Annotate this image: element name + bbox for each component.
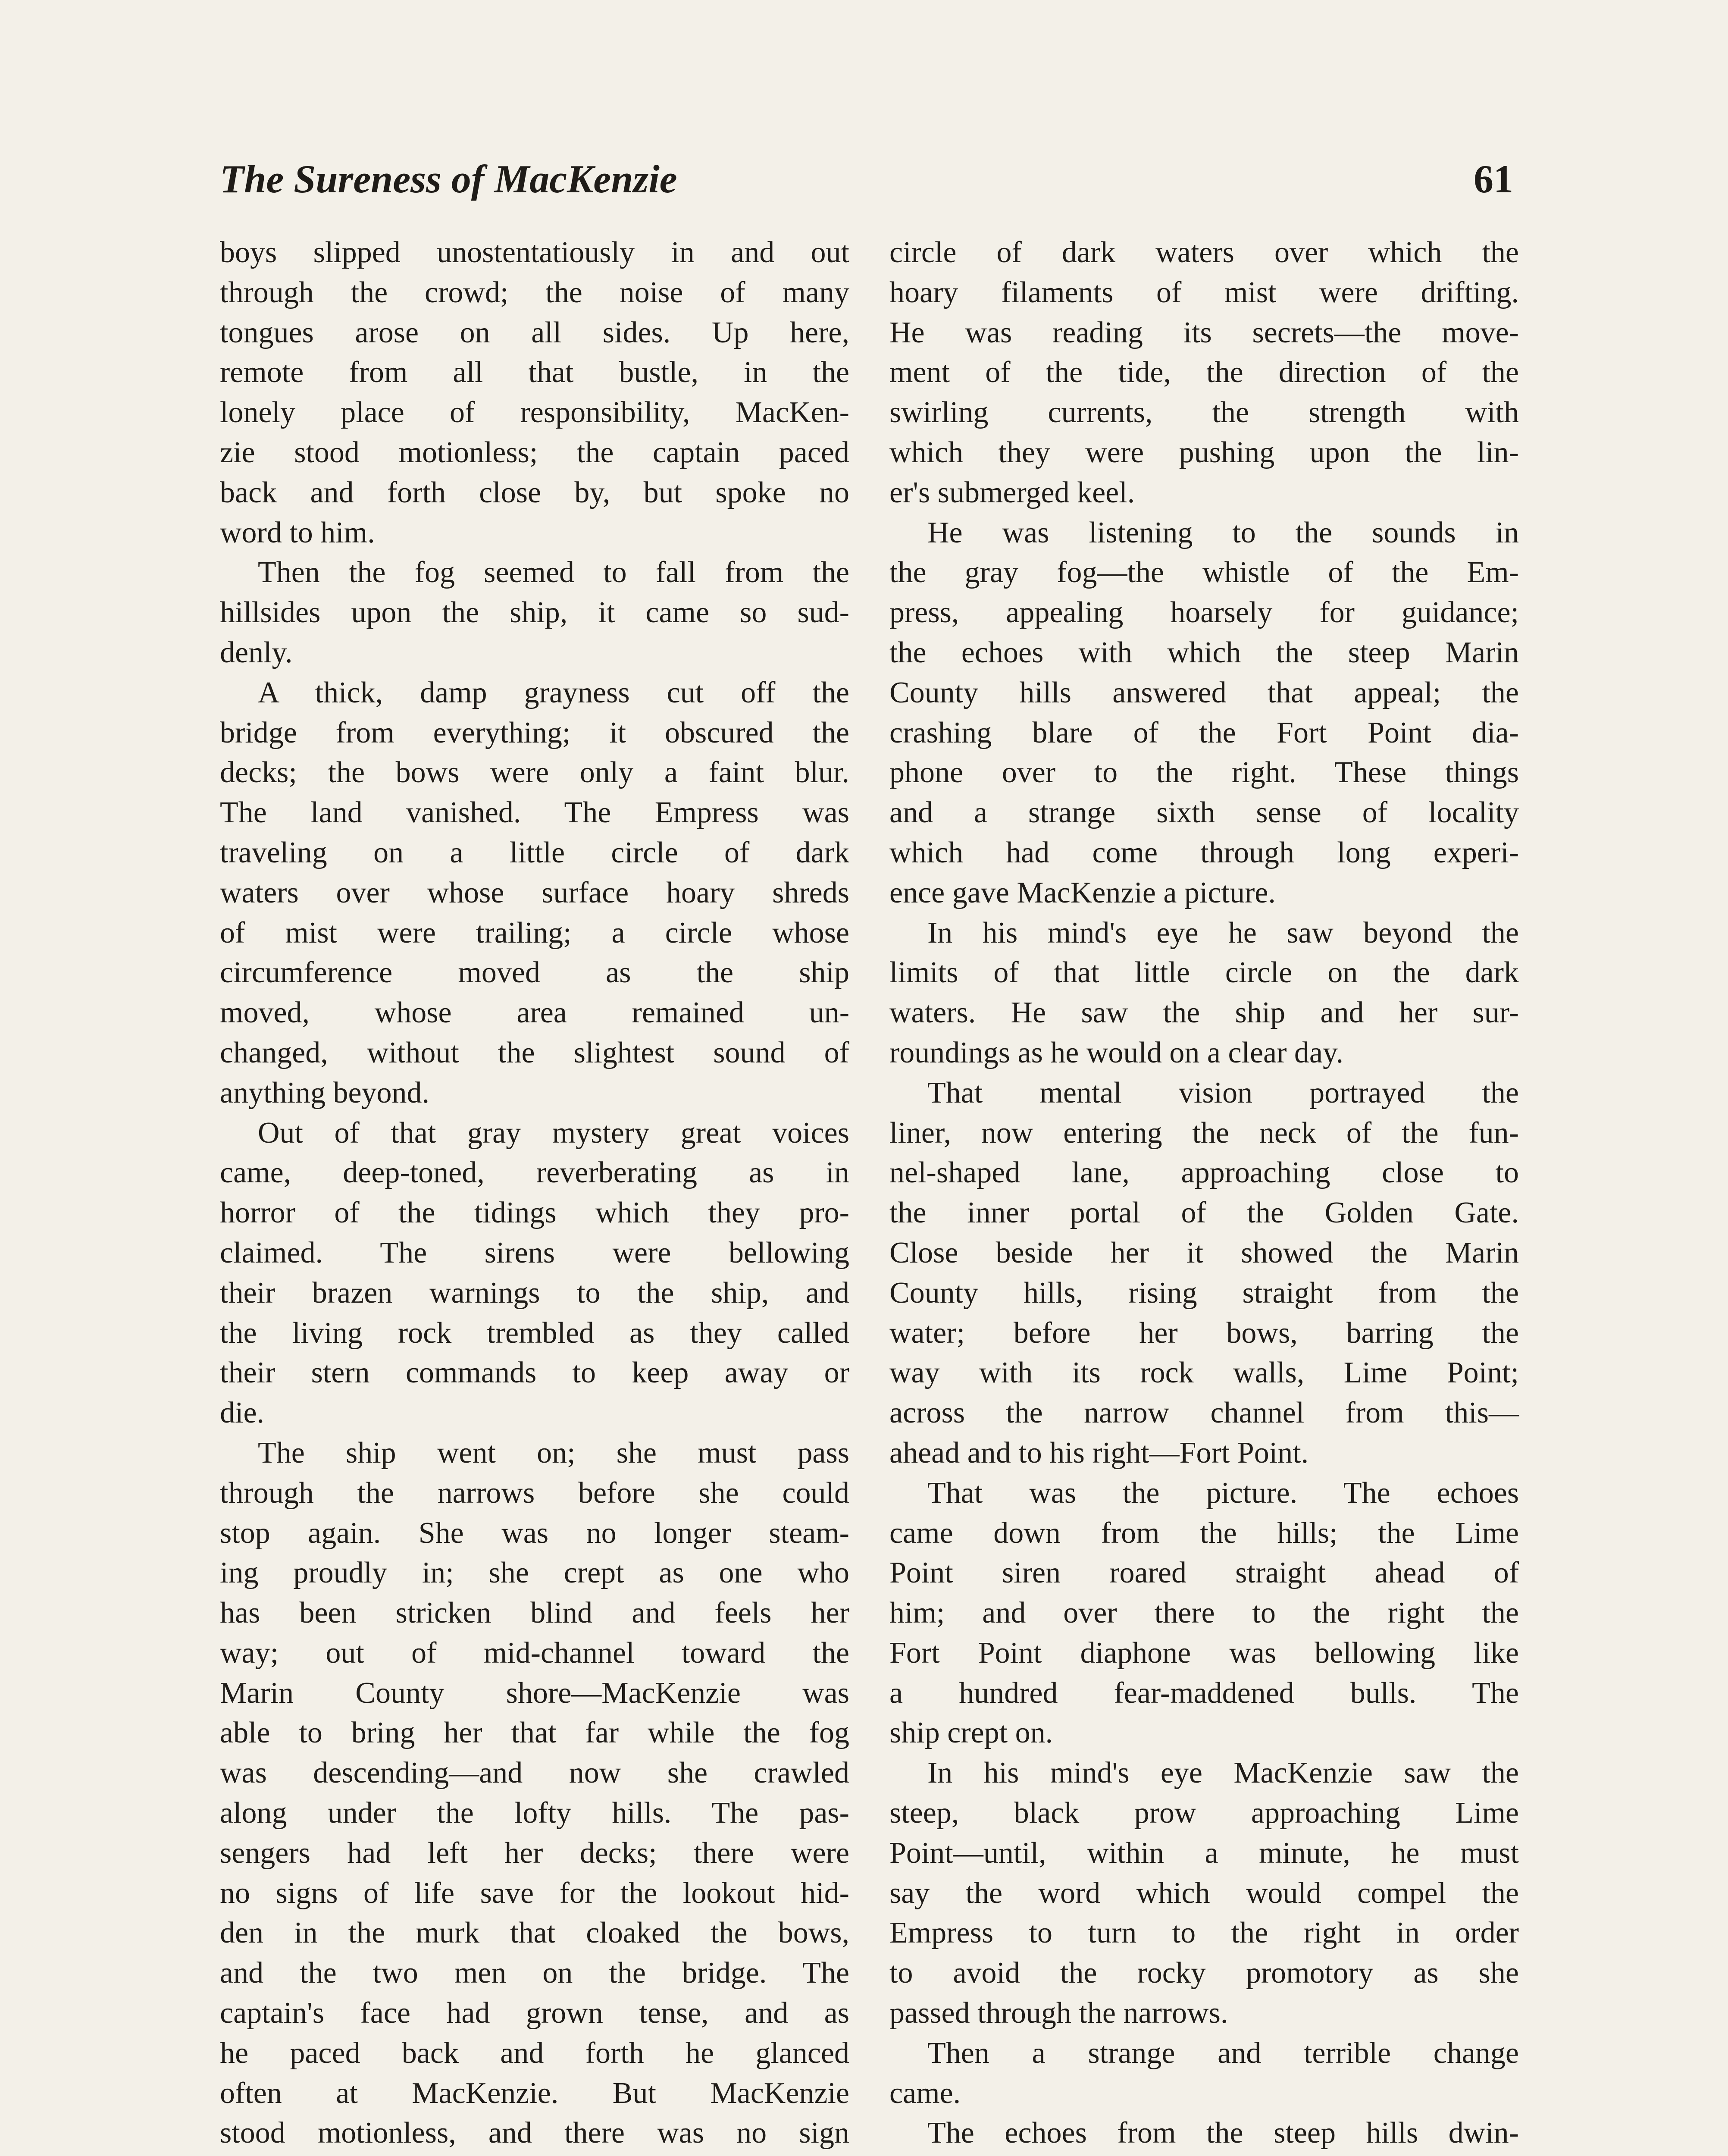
text-line: often at MacKenzie. But MacKenzie	[220, 2076, 849, 2110]
running-title: The Sureness of MacKenzie	[220, 157, 677, 201]
text-line: He was reading its secrets—the move-	[889, 316, 1519, 349]
text-line: remote from all that bustle, in the	[220, 356, 849, 389]
text-line: den in the murk that cloaked the bows,	[220, 1916, 849, 1950]
text-line: stop again. She was no longer steam-	[220, 1516, 849, 1550]
text-line: steep, black prow approaching Lime	[889, 1796, 1519, 1830]
text-line: back and forth close by, but spoke no	[220, 476, 849, 509]
text-line: horror of the tidings which they pro-	[220, 1196, 849, 1230]
text-line: die.	[220, 1396, 265, 1430]
text-line	[220, 2153, 849, 2156]
text-line: came down from the hills; the Lime	[889, 1516, 1519, 1550]
text-line: In his mind's eye MacKenzie saw the	[927, 1756, 1519, 1790]
text-line: came, deep-toned, reverberating as in	[220, 1156, 849, 1190]
text-line: nel-shaped lane, approaching close to	[889, 1156, 1519, 1190]
text-line: The land vanished. The Empress was	[220, 796, 849, 830]
text-line: decks; the bows were only a faint blur.	[220, 756, 849, 790]
text-line: the inner portal of the Golden Gate.	[889, 1196, 1519, 1230]
text-line: was descending—and now she crawled	[220, 1756, 849, 1790]
text-line: came.	[889, 2076, 961, 2110]
text-line: limits of that little circle on the dark	[889, 956, 1519, 990]
text-line: zie stood motionless; the captain paced	[220, 436, 849, 469]
text-line: along under the lofty hills. The pas-	[220, 1796, 849, 1830]
text-line: crashing blare of the Fort Point dia-	[889, 716, 1519, 749]
text-line: swirling currents, the strength with	[889, 396, 1519, 429]
text-line: bridge from everything; it obscured the	[220, 716, 849, 749]
text-line: County hills answered that appeal; the	[889, 676, 1519, 709]
text-line: of mist were trailing; a circle whose	[220, 916, 849, 950]
text-line: way; out of mid-channel toward the	[220, 1636, 849, 1670]
text-line: moved, whose area remained un-	[220, 996, 849, 1030]
text-line: boys slipped unostentatiously in and out	[220, 236, 849, 269]
text-line: waters. He saw the ship and her sur-	[889, 996, 1519, 1030]
text-line: That was the picture. The echoes	[927, 1476, 1519, 1510]
text-line: A thick, damp grayness cut off the	[258, 676, 849, 709]
text-line: Fort Point diaphone was bellowing like	[889, 1636, 1519, 1670]
text-line: to avoid the rocky promotory as she	[889, 1956, 1519, 1990]
text-line: across the narrow channel from this—	[889, 1396, 1519, 1430]
text-line: ence gave MacKenzie a picture.	[889, 876, 1276, 909]
text-line: lonely place of responsibility, MacKen-	[220, 396, 849, 429]
text-line: Then the fog seemed to fall from the	[258, 556, 849, 589]
text-line: er's submerged keel.	[889, 476, 1135, 509]
text-line: denly.	[220, 636, 293, 669]
text-line: way with its rock walls, Lime Point;	[889, 1356, 1519, 1390]
left-text-column	[220, 233, 849, 2156]
text-line: County hills, rising straight from the	[889, 1276, 1519, 1310]
text-line: sengers had left her decks; there were	[220, 1836, 849, 1870]
text-line: Point—until, within a minute, he must	[889, 1836, 1519, 1870]
text-line: word to him.	[220, 516, 375, 549]
text-line: ing proudly in; she crept as one who	[220, 1556, 849, 1590]
text-line: stood motionless, and there was no sign	[220, 2116, 849, 2150]
text-line: and the two men on the bridge. The	[220, 1956, 849, 1990]
text-line: their stern commands to keep away or	[220, 1356, 849, 1390]
text-line: changed, without the slightest sound of	[220, 1036, 849, 1069]
text-line: claimed. The sirens were bellowing	[220, 1236, 849, 1269]
text-line: no signs of life save for the lookout hid-	[220, 1876, 849, 1910]
text-line: Then a strange and terrible change	[927, 2036, 1519, 2070]
text-line: Out of that gray mystery great voices	[258, 1116, 849, 1150]
text-line: In his mind's eye he saw beyond the	[927, 916, 1519, 950]
text-line: captain's face had grown tense, and as	[220, 1996, 849, 2030]
text-line: That mental vision portrayed the	[927, 1076, 1519, 1109]
text-line: He was listening to the sounds in	[927, 516, 1519, 549]
text-line: through the crowd; the noise of many	[220, 276, 849, 309]
text-line: ahead and to his right—Fort Point.	[889, 1436, 1309, 1470]
text-line: hillsides upon the ship, it came so sud-	[220, 596, 849, 630]
text-line: their brazen warnings to the ship, and	[220, 1276, 849, 1310]
text-line: traveling on a little circle of dark	[220, 836, 849, 869]
running-header	[220, 153, 1513, 213]
text-line: tongues arose on all sides. Up here,	[220, 316, 849, 349]
text-line: through the narrows before she could	[220, 1476, 849, 1510]
text-line: water; before her bows, barring the	[889, 1316, 1519, 1350]
text-line: Point siren roared straight ahead of	[889, 1556, 1519, 1590]
text-line	[889, 2153, 1519, 2156]
text-line: a hundred fear-maddened bulls. The	[889, 1676, 1519, 1710]
text-line: ship crept on.	[889, 1716, 1053, 1750]
text-line: Empress to turn to the right in order	[889, 1916, 1519, 1950]
text-line: passed through the narrows.	[889, 1996, 1228, 2030]
text-line: The echoes from the steep hills dwin-	[927, 2116, 1519, 2150]
text-line: him; and over there to the right the	[889, 1596, 1519, 1630]
text-line: Marin County shore—MacKenzie was	[220, 1676, 849, 1710]
text-line: say the word which would compel the	[889, 1876, 1519, 1910]
text-line: hoary filaments of mist were drifting.	[889, 276, 1519, 309]
text-line: circle of dark waters over which the	[889, 236, 1519, 269]
text-line: which had come through long experi-	[889, 836, 1519, 869]
text-line: has been stricken blind and feels her	[220, 1596, 849, 1630]
text-line: the gray fog—the whistle of the Em-	[889, 556, 1519, 589]
text-line: The ship went on; she must pass	[258, 1436, 849, 1470]
text-line: the echoes with which the steep Marin	[889, 636, 1519, 669]
text-line: press, appealing hoarsely for guidance;	[889, 596, 1519, 630]
text-line: anything beyond.	[220, 1076, 430, 1109]
text-line: he paced back and forth he glanced	[220, 2036, 849, 2070]
text-line: liner, now entering the neck of the fun-	[889, 1116, 1519, 1150]
text-line: roundings as he would on a clear day.	[889, 1036, 1343, 1069]
text-line: able to bring her that far while the fog	[220, 1716, 849, 1750]
text-line: phone over to the right. These things	[889, 756, 1519, 790]
text-line: circumference moved as the ship	[220, 956, 849, 990]
text-line: which they were pushing upon the lin-	[889, 436, 1519, 469]
text-line: ment of the tide, the direction of the	[889, 356, 1519, 389]
text-line: the living rock trembled as they called	[220, 1316, 849, 1350]
right-text-column	[889, 233, 1519, 2156]
text-line: waters over whose surface hoary shreds	[220, 876, 849, 909]
text-line: and a strange sixth sense of locality	[889, 796, 1519, 830]
page-number: 61	[1474, 157, 1513, 201]
text-line: Close beside her it showed the Marin	[889, 1236, 1519, 1269]
